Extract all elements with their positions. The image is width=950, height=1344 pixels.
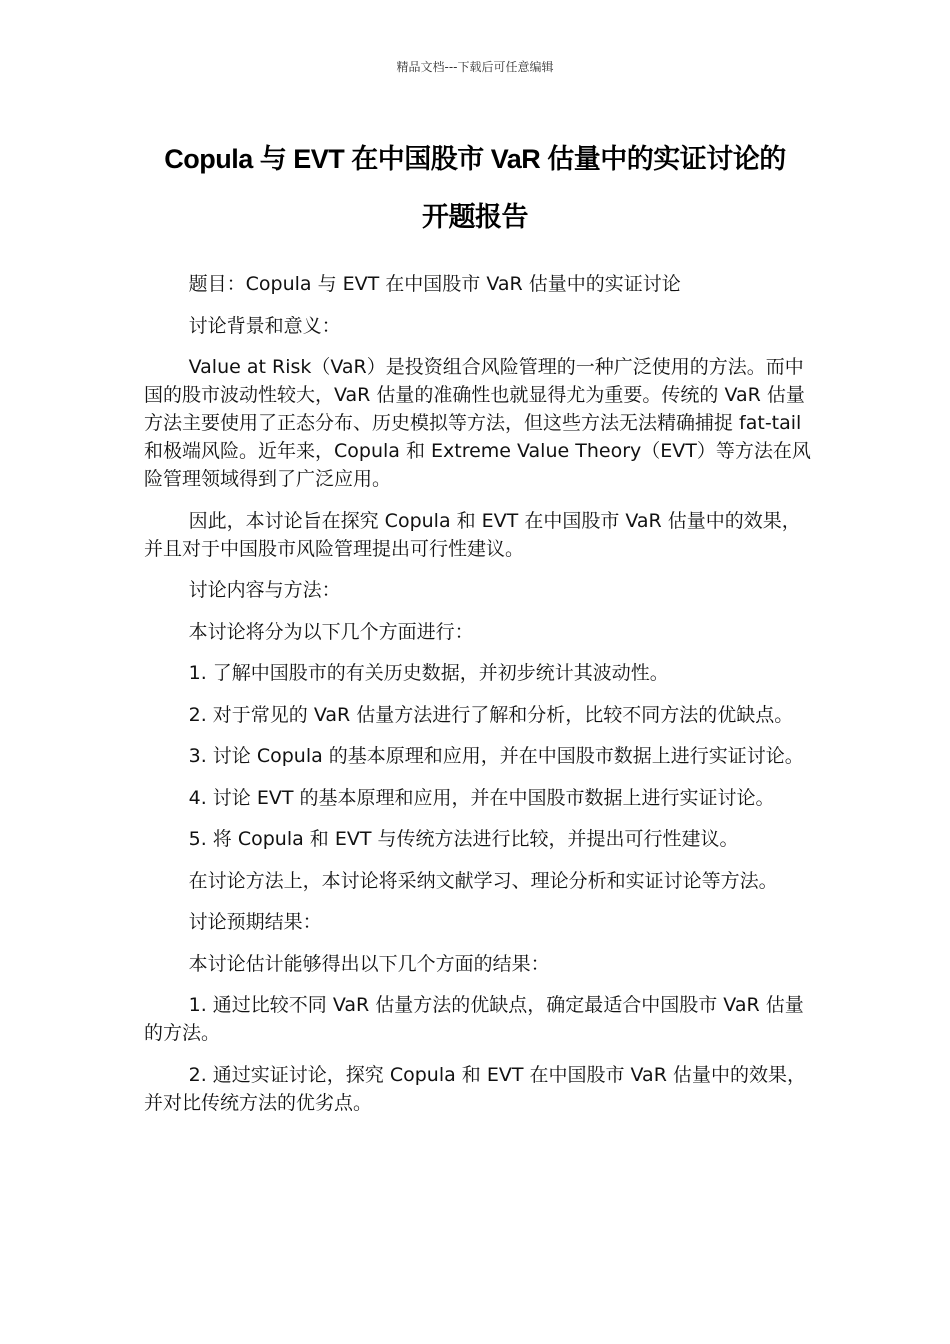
list-item: 2. 通过实证讨论，探究 Copula 和 EVT 在中国股市 VaR 估量中的效果，并对比传统方法的优劣点。: [144, 1063, 806, 1114]
purpose-paragraph: 因此，本讨论旨在探究 Copula 和 EVT 在中国股市 VaR 估量中的效果，并且对于中国股市风险管理提出可行性建议。: [144, 509, 801, 560]
background-paragraph: Value at Risk（VaR）是投资组合风险管理的一种广泛使用的方法。而中国的股市波动性较大，VaR 估量的准确性也就显得尤为重要。传统的 VaR 估量方法主要使用了正态分布、历史模拟等方法，但这些方法无法精确捕捉 fat-tail 和极端风险。近年来，Copula 和 Extreme Value Theory（EVT）等方法在风险管理领域得到了广泛应用。: [144, 356, 811, 490]
list-item: 1. 通过比较不同 VaR 估量方法的优缺点，确定最适合中国股市 VaR 估量的方法。: [144, 994, 804, 1044]
topic-paragraph: 题目：Copula 与 EVT 在中国股市 VaR 估量中的实证讨论: [188, 273, 681, 295]
background-heading: 讨论背景和意义：: [188, 314, 341, 337]
page-header: 精品文档---下载后可任意编辑: [396, 60, 554, 74]
content-method-heading: 讨论内容与方法：: [188, 579, 341, 601]
document-title-line-1: Copula 与 EVT 在中国股市 VaR 估量中的实证讨论的: [164, 144, 786, 174]
document-body: [144, 270, 812, 1130]
document-title-line-2: 开题报告: [422, 202, 528, 232]
list-item: 5. 将 Copula 和 EVT 与传统方法进行比较，并提出可行性建议。: [188, 828, 739, 850]
list-item: 4. 讨论 EVT 的基本原理和应用，并在中国股市数据上进行实证讨论。: [188, 786, 775, 809]
method-paragraph: 在讨论方法上，本讨论将采纳文献学习、理论分析和实证讨论等方法。: [188, 869, 778, 892]
list-item: 2. 对于常见的 VaR 估量方法进行了解和分析，比较不同方法的优缺点。: [188, 703, 794, 726]
list-item: 1. 了解中国股市的有关历史数据，并初步统计其波动性。: [188, 662, 669, 684]
list-item: 3. 讨论 Copula 的基本原理和应用，并在中国股市数据上进行实证讨论。: [188, 745, 804, 767]
content-intro-paragraph: 本讨论将分为以下几个方面进行：: [188, 620, 474, 643]
expected-results-intro: 本讨论估计能够得出以下几个方面的结果：: [188, 952, 550, 975]
expected-results-heading: 讨论预期结果：: [188, 911, 322, 933]
